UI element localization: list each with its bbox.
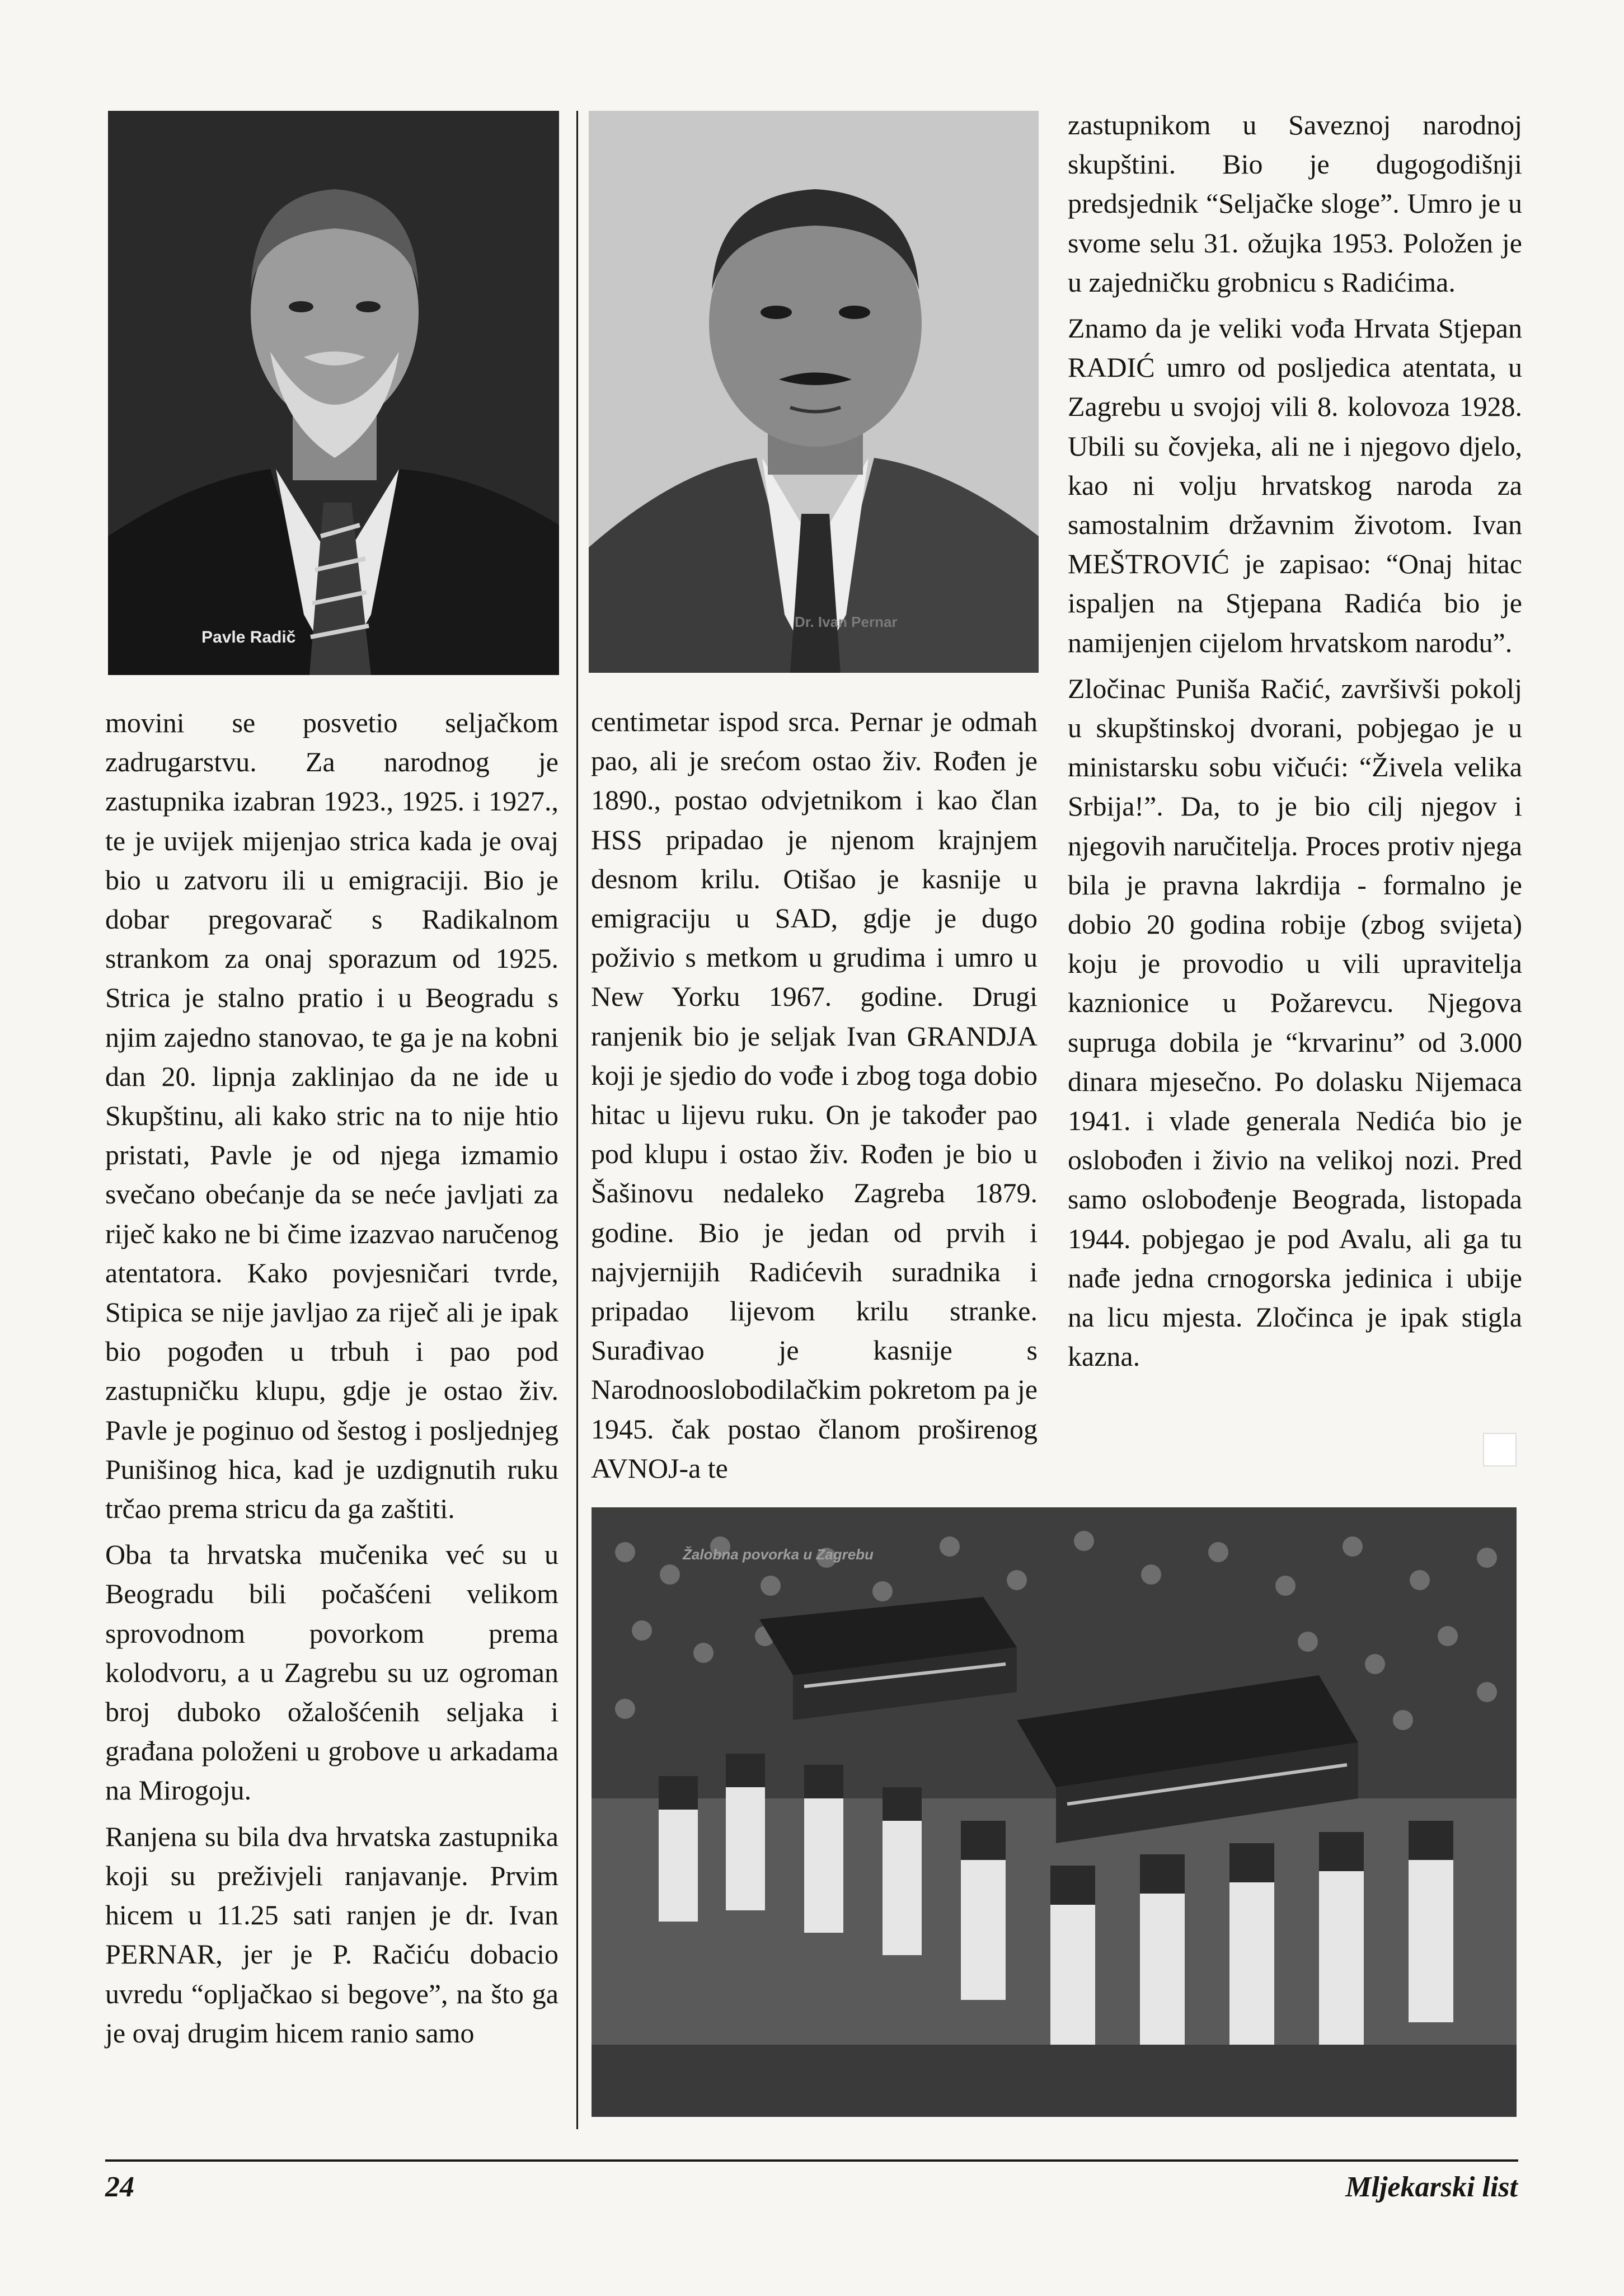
publication-name: Mljekarski list bbox=[1345, 2171, 1518, 2203]
photo-caption-pernar: Dr. Ivan Pernar bbox=[795, 613, 898, 630]
photo-ivan-pernar bbox=[589, 111, 1039, 673]
column-divider bbox=[576, 111, 578, 2129]
paragraph: Ranjena su bila dva hrvatska zastupnika koji su preživjeli ranjavanje. Prvim hicem u 11.25 sati ranjen je dr. Ivan PERNAR, jer je P. Račiću dobacio uvredu “opljačkao si begove”, na što ga je ovaj drugim hicem ranio samo bbox=[105, 1820, 558, 2049]
paragraph: centimetar ispod srca. Pernar je odmah pao, ali je srećom ostao živ. Rođen je 1890., postao odvjetnikom i kao član HSS pripadao je njenom krajnjem desnom krilu. Otišao je kasnije u emigraciju u SAD, gdje je dugo poživio s metkom u grudima i umro u New Yorku 1967. godine. Drugi ranjenik bio je seljak Ivan GRANDJA koji je sjedio do vođe i zbog toga dobio hitac u lijevu ruku. On je također pao pod klupu i ostao živ. Rođen je bio u Šašinovu nedaleko Zagreba 1879. godine. Bio je jedan od prvih i najvjernijih Radićevih suradnika i pripadao lijevom krilu stranke. Surađivao je kasnije s Narodnooslobodilačkim pokretom pa je 1945. čak postao članom proširenog AVNOJ-a te bbox=[591, 706, 1038, 1484]
photo-caption-funeral: Žalobna povorka u Zagrebu bbox=[683, 1546, 874, 1563]
paragraph: zastupnikom u Saveznoj narodnoj skupštini. Bio je dugogodišnji predsjednik “Seljačke sloge”. Umro je u svome selu 31. ožujka 1953. Položen je u zajedničku grobnicu s Radićima. bbox=[1068, 109, 1522, 298]
article-end-mark bbox=[1483, 1433, 1517, 1466]
text-column-2 bbox=[591, 702, 1038, 1494]
paragraph: Zločinac Puniša Račić, završivši pokolj u skupštinskoj dvorani, pobjegao je u ministarsku sobu vičući: “Živela velika Srbija!”. Da, to je bio cilj njegov i njegovih naručitelja. Proces protiv njega bila je pravna lakrdija - formalno je dobio 20 godina robije (zbog svijeta) koju je provodio u vili upravitelja kaznionice u Požarevcu. Njegova supruga dobila je “krvarinu” od 3.000 dinara mjesečno. Po dolasku Nijemaca 1941. i vlade generala Nedića bio je oslobođen i živio na velikoj nozi. Pred samo oslobođenje Beograda, listopada 1944. pobjegao je pod Avalu, ali ga tu nađe jedna crnogorska jedinica i ubije na licu mjesta. Zločinca je ipak stigla kazna. bbox=[1068, 672, 1522, 1372]
paragraph: movini se posvetio seljačkom zadrugarstvu. Za narodnog je zastupnika izabran 1923., 1925. i 1927., te je uvijek mijenjao strica kada je ovaj bio u zatvoru ili u emigraciji. Bio je dobar pregovarač s Radikalnom strankom za onaj sporazum od 1925. Strica je stalno pratio i u Beogradu s njim zajedno stanovao, te ga je na kobni dan 20. lipnja zaklinjao da ne ide u Skupštinu, ali kako stric na to nije htio pristati, Pavle je od njega izmamio svečano obećanje da se neće javljati za riječ kako ne bi čime izazvao naručenog atentatora. Kako povjesničari tvrde, Stipica se nije javljao za riječ ali je ipak bio pogođen u trbuh i pao pod zastupničku klupu, gdje je ostao živ. Pavle je poginuo od šestog i posljednjeg Punišinog hica, kad je uzdignutih ruku trčao prema stricu da ga zaštiti. bbox=[105, 707, 558, 1525]
photo-caption-pavle: Pavle Radič bbox=[201, 628, 296, 646]
paragraph: Znamo da je veliki vođa Hrvata Stjepan RADIĆ umro od posljedica atentata, u Zagrebu u svojoj vili 8. kolovoza 1928. Ubili su čovjeka, ali ne i njegovo djelo, kao ni volju hrvatskog naroda za samostalnim državnim životom. Ivan MEŠTROVIĆ je zapisao: “Onaj hitac ispaljen na Stjepana Radića bio je namijenjen cijelom hrvatskom narodu”. bbox=[1068, 312, 1522, 658]
footer-rule bbox=[105, 2159, 1518, 2162]
text-column-3 bbox=[1068, 105, 1522, 1383]
page-number: 24 bbox=[105, 2171, 134, 2203]
paragraph: Oba ta hrvatska mučenika već su u Beogradu bili počašćeni velikom sprovodnom povorkom prema kolodvoru, a u Zagrebu su uz ogroman broj duboko ožalošćenih seljaka i građana položeni u grobove u arkadama na Mirogoju. bbox=[105, 1539, 558, 1806]
photo-funeral-procession bbox=[592, 1507, 1517, 2117]
photo-pavle-radic bbox=[108, 111, 559, 675]
text-column-1 bbox=[105, 703, 558, 2059]
